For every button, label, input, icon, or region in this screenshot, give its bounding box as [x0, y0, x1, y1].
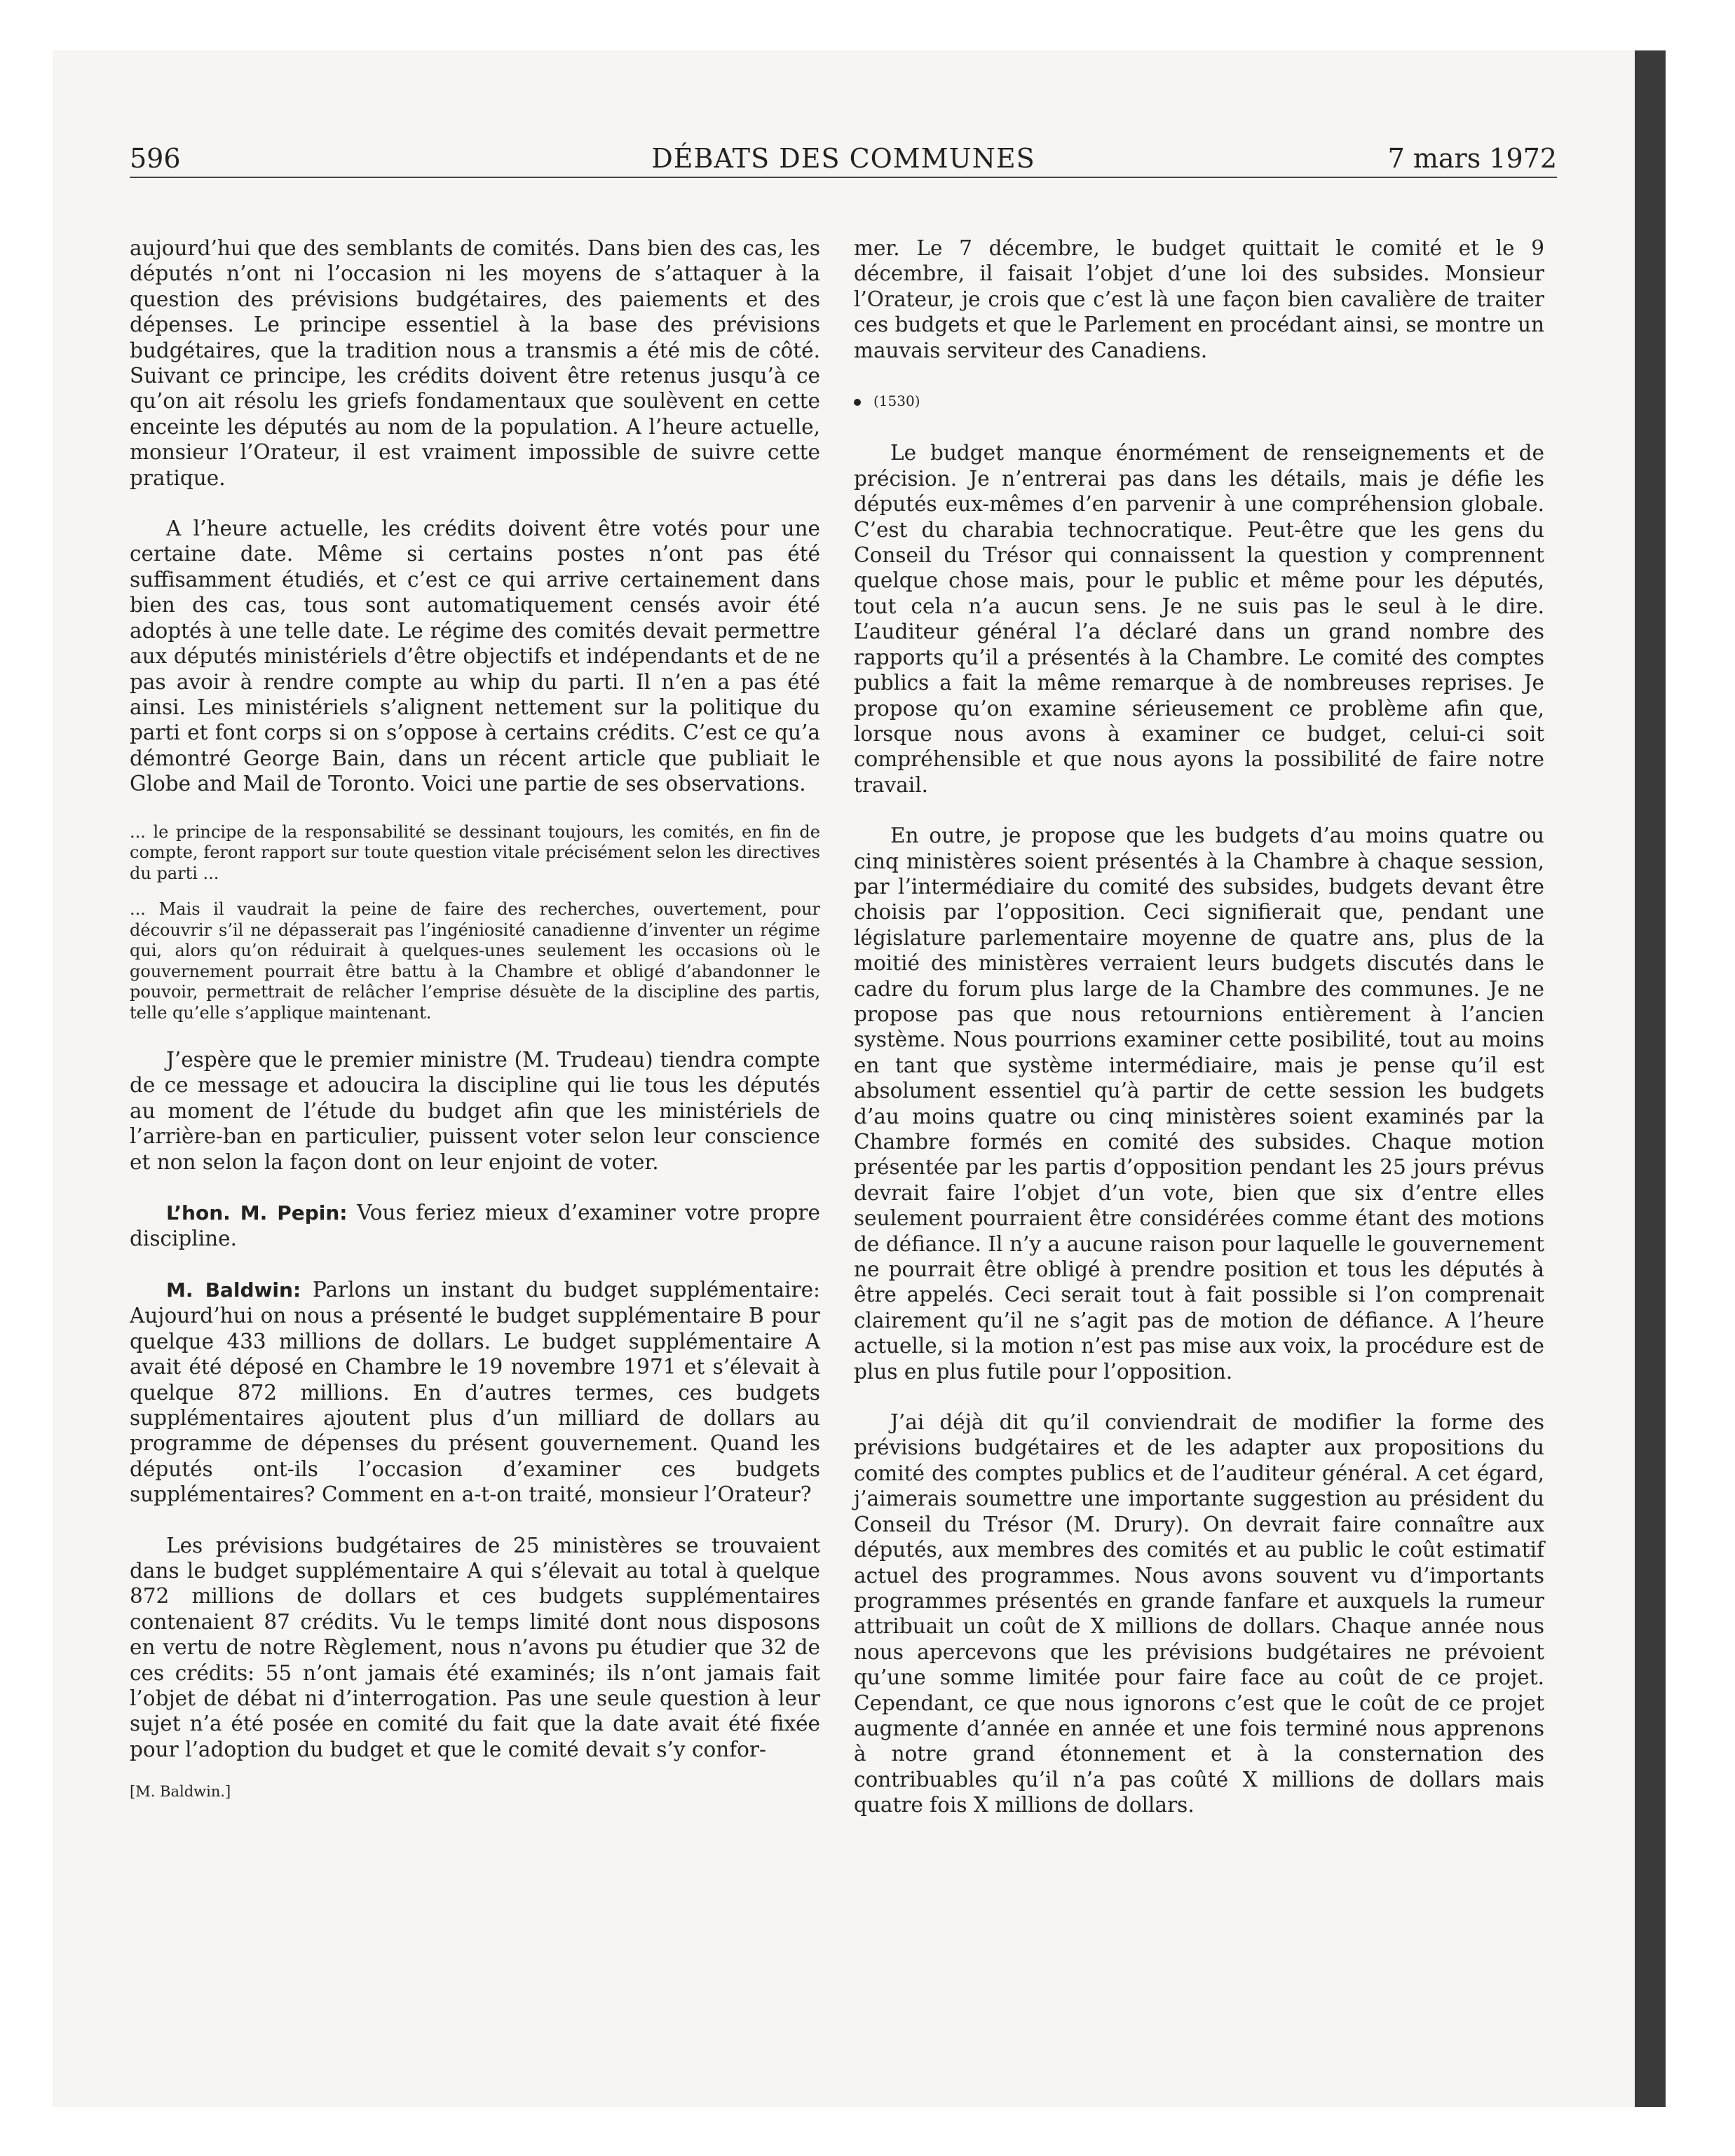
speaker-name: L’hon. M. Pepin:	[166, 1201, 348, 1225]
time-marker	[854, 388, 1544, 414]
paragraph: J’espère que le premier ministre (M. Trudeau) tiendra compte de ce message et adoucira la discipline qui lie tous les députés au moment de l’étude du budget afin que les ministériels de l’arrière-ban en particulier, puissent voter selon leur conscience et non selon la façon dont on leur enjoint de voter.	[130, 1048, 820, 1174]
paragraph: A l’heure actuelle, les crédits doivent être votés pour une certaine date. Même si certains postes n’ont pas été suffisamment étudiés, et c’est ce qui arrive certainement dans bien des cas, tous sont automatiquement censés avoir été adoptés à une telle date. Le régime des comités devait permettre aux députés ministériels d’être objectifs et indépendants et de ne pas avoir à rendre compte au whip du parti. Il n’en a pas été ainsi. Les ministériels s’alignent nettement sur la politique du parti et font corps si on s’oppose à certains crédits. C’est ce qu’a démontré George Bain, dans un récent article que publiait le Globe and Mail de Toronto. Voici une partie de ses observations.	[130, 517, 820, 796]
paragraph: mer. Le 7 décembre, le budget quittait le comité et le 9 décembre, il faisait l’objet d’une loi des subsides. Monsieur l’Orateur, je crois que c’est là une façon bien cavalière de traiter ces budgets et que le Parlement en procédant ainsi, se montre un mauvais serviteur des Canadiens.	[854, 236, 1544, 362]
paragraph: J’ai déjà dit qu’il conviendrait de modifier la forme des prévisions budgétaires et de les adapter aux propositions du comité des comptes publics et de l’auditeur général. A cet égard, j’aimerais soumettre une importante suggestion au président du Conseil du Trésor (M. Drury). On devrait faire connaître aux députés, aux membres des comités et au public le coût estimatif actuel des programmes. Nous avons souvent vu d’importants programmes présentés en grande fanfare et auxquels la rumeur attribuait un coût de X millions de dollars. Chaque année nous nous apercevons que les prévisions budgétaires ne prévoient qu’une somme limitée pour faire face au coût de ce projet. Cependant, ce que nous ignorons c’est que le coût de ce projet augmente d’année en année et une fois terminé nous apprenons à notre grand étonnement et à la consternation des contribuables qu’il n’a pas coûté X millions de dollars mais quatre fois X millions de dollars.	[854, 1410, 1544, 1817]
quotation: ... le principe de la responsabilité se dessinant toujours, les comités, en fin de compte, feront rapport sur toute question vitale précisément selon les directives du parti ...	[130, 821, 820, 883]
left-column	[130, 236, 820, 1830]
publication-title: DÉBATS DES COMMUNES	[651, 143, 1035, 174]
scan-edge-bar	[1635, 50, 1666, 2107]
speech-text: Parlons un instant du budget supplémentaire: Aujourd’hui on nous a présenté le budget supplémentaire B pour quelque 433 millions de dollars. Le budget supplémentaire A avait été déposé en Chambre le 19 novembre 1971 et s’élevait à quelque 872 millions. En d’autres termes, ces budgets supplémentaires ajoutent plus d’un milliard de dollars au programme de dépenses du présent gouvernement. Quand les députés ont-ils l’occasion d’examiner ces budgets supplémentaires? Comment en a-t-on traité, monsieur l’Orateur?	[130, 1277, 820, 1507]
right-column	[854, 236, 1544, 1843]
page-date: 7 mars 1972	[1387, 143, 1557, 174]
speech-text: Vous feriez mieux d’examiner votre propre discipline.	[130, 1201, 820, 1251]
page-number: 596	[130, 143, 181, 174]
speech-baldwin	[130, 1277, 820, 1508]
paragraph: aujourd’hui que des semblants de comités. Dans bien des cas, les députés n’ont ni l’occasion ni les moyens de s’attaquer à la question des prévisions budgétaires, des paiements et des dépenses. Le principe essentiel à la base des prévisions budgétaires, que la tradition nous a transmis a été mis de côté. Suivant ce principe, les crédits doivent être retenus jusqu’à ce qu’on ait résolu les griefs fondamentaux que soulèvent en cette enceinte les députés au nom de la population. A l’heure actuelle, monsieur l’Orateur, il est vraiment impossible de suivre cette pratique.	[130, 236, 820, 490]
bullet-icon	[854, 399, 861, 406]
speech-pepin	[130, 1200, 820, 1252]
speaker-footer-tag: [M. Baldwin.]	[130, 1783, 231, 1801]
paragraph: Le budget manque énormément de renseignements et de précision. Je n’entrerai pas dans les détails, mais je défie les députés eux-mêmes d’en parvenir à une compréhension globale. C’est du charabia technocratique. Peut-être que les gens du Conseil du Trésor qui connaissent la question y comprennent quelque chose mais, pour le public et même pour les députés, tout cela n’a aucun sens. Je ne suis pas le seul à le dire. L’auditeur général l’a déclaré dans un grand nombre des rapports qu’il a présentés à la Chambre. Le comité des comptes publics a fait la même remarque à de nombreuses reprises. Je propose qu’on examine sérieusement ce problème afin que, lorsque nous avons à examiner ce budget, celui-ci soit compréhensible et que nous ayons la possibilité de faire notre travail.	[854, 441, 1544, 797]
paragraph: Les prévisions budgétaires de 25 ministères se trouvaient dans le budget supplémentaire A qui s’élevait au total à quelque 872 millions de dollars et ces budgets supplémentaires contenaient 87 crédits. Vu le temps limité dont nous disposons en vertu de notre Règlement, nous n’avons pu étudier que 32 de ces crédits: 55 n’ont jamais été examinés; ils n’ont jamais fait l’objet de débat ni d’interrogation. Pas une seule question à leur sujet n’a été posée en comité du fait que la date avait été fixée pour l’adoption du budget et que le comité devait s’y confor-	[130, 1533, 820, 1761]
speaker-name: M. Baldwin:	[166, 1278, 301, 1302]
quotation: ... Mais il vaudrait la peine de faire des recherches, ouvertement, pour découvrir s’il ne dépasserait pas l’ingéniosité canadienne d’inventer un régime qui, alors qu’on réduirait à quelques-unes seulement les occasions où le gouvernement pourrait être battu à la Chambre et obligé d’abandonner le pouvoir, permettrait de relâcher l’emprise désuète de la discipline des partis, telle qu’elle s’applique maintenant.	[130, 899, 820, 1023]
paragraph: En outre, je propose que les budgets d’au moins quatre ou cinq ministères soient présentés à la Chambre à chaque session, par l’intermédiaire du comité des subsides, budgets devant être choisis par l’opposition. Ceci signifierait que, pendant une législature parlementaire moyenne de quatre ans, plus de la moitié des ministères verraient leurs budgets discutés dans le cadre du forum plus large de la Chambre des communes. Je ne propose pas que nous retournions entièrement à l’ancien système. Nous pourrions examiner cette posibilité, tout au moins en tant que système intermédiaire, mais je pense qu’il est absolument essentiel qu’à partir de cette session les budgets d’au moins quatre ou cinq ministères soient examinés par la Chambre formés en comité des subsides. Chaque motion présentée par les partis d’opposition pendant les 25 jours prévus devrait faire l’objet d’un vote, bien que six d’entre elles seulement pourraient être considérées comme étant des motions de défiance. Il n’y a aucune raison pour laquelle le gouvernement ne pourrait être obligé à prendre position et tous les députés à être appelés. Ceci serait tout à fait possible si l’on comprenait clairement qu’il ne s’agit pas de motion de défiance. A l’heure actuelle, si la motion n’est pas mise aux voix, la procédure est de plus en plus futile pour l’opposition.	[854, 824, 1544, 1384]
time-marker-text: (1530)	[873, 393, 920, 410]
page-header	[130, 144, 1557, 178]
